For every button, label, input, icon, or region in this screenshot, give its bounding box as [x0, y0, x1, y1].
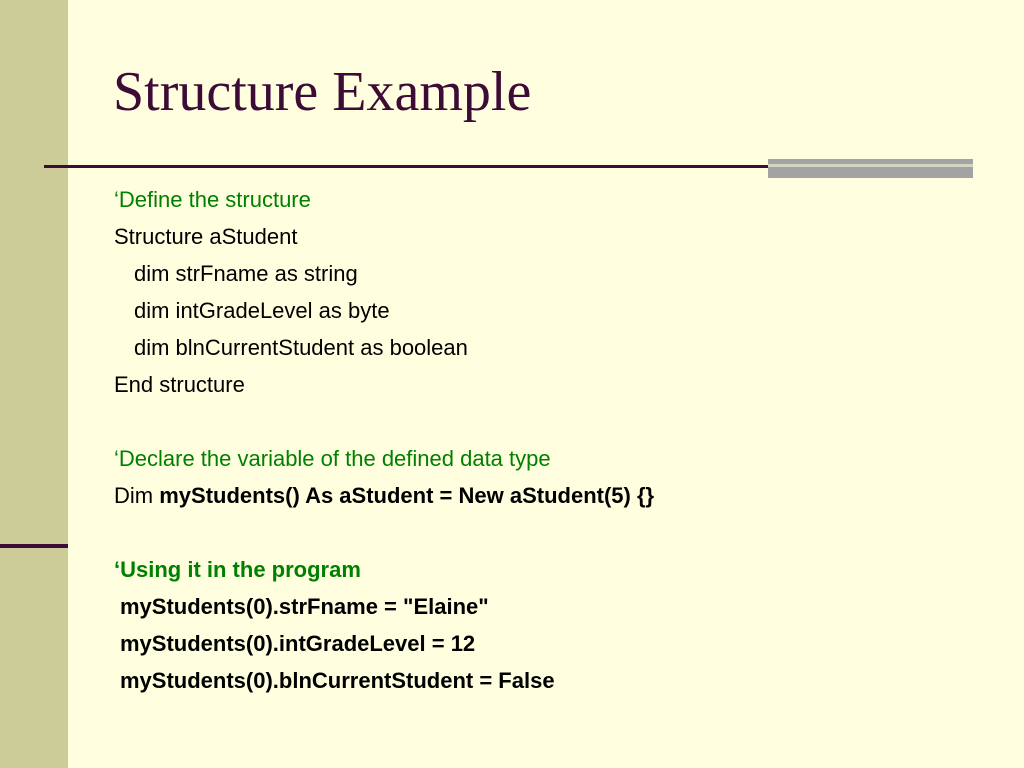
dim-keyword: Dim [114, 483, 160, 508]
field-line-intgradelevel: dim intGradeLevel as byte [134, 298, 390, 323]
field-line-strfname: dim strFname as string [134, 261, 358, 286]
slide-title: Structure Example [113, 61, 532, 123]
title-gray-bar [768, 159, 973, 178]
comment-using-line: ‘Using it in the program [114, 557, 361, 582]
left-decorative-band [0, 0, 68, 768]
assign-line-intgradelevel: myStudents(0).intGradeLevel = 12 [120, 631, 476, 656]
structure-close-line: End structure [114, 372, 245, 397]
dim-declaration-rest: myStudents() As aStudent = New aStudent(5) {} [159, 483, 655, 508]
comment-declare-line: ‘Declare the variable of the defined data type [114, 446, 551, 471]
field-line-blncurrentstudent: dim blnCurrentStudent as boolean [134, 335, 468, 360]
assign-line-blncurrentstudent: myStudents(0).blnCurrentStudent = False [120, 668, 555, 693]
structure-open-line: Structure aStudent [114, 224, 298, 249]
title-underline [44, 165, 784, 168]
assign-line-strfname: myStudents(0).strFname = "Elaine" [120, 594, 489, 619]
dim-declaration-line [114, 482, 654, 510]
comment-define-line: ‘Define the structure [114, 187, 311, 212]
left-band-rule [0, 544, 68, 548]
